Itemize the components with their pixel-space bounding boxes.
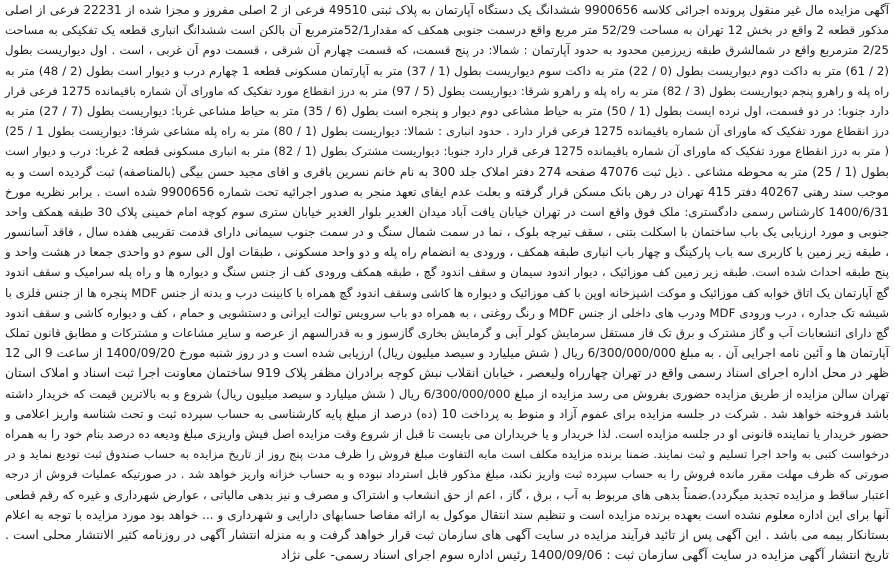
notice-line: درخواست کتبی به واحد اجرا تسلیم و ثبت نمایند. ضمنا برنده مزایده مکلف است مابه التفاوت مبلغ فروش را ظرف مدت پنج روز از تاریخ مزایده به حساب صندوق ثبت تودیع نماید و در bbox=[5, 447, 889, 462]
notice-line: ظهر در محل اداره اجرای اسناد رسمی واقع در تهران چهارراه ولیعصر ، خیابان انقلاب نبش کوچه برادران مظفر پلاک 919 ساختمان معاونت اجرا ثبت اسناد و املاک استان bbox=[5, 365, 889, 381]
notice-line: دارد جنوبا: در دو قسمت، اول نرده ایست بطول (1 / 50) متر به حیاط مشاعی دوم دیوار و پنجره است بطول (6 / 35) متر به حیاط مشاعی غربا: دیواریست بطول (7 / 27) متر به bbox=[5, 103, 889, 118]
notice-line: آنها برای این اداره معلوم نشده است بعهده برنده مزایده است و تنظیم سند انتقال موکول به ارائه مفاصا حسابهای دارایی و شهرداری و ... خواهد بود مورد مزایده با توجه به اعلام bbox=[5, 507, 889, 522]
notice-line: آپارتمان ها و آئین نامه اجرایی آن . به مبلغ 6/300/000/000 ریال ( شش میلیارد و سیصد میلیون ریال) ارزیابی شده است و در روز شنبه مورخ 1400/09/20 از ساعت 9 الی 12 bbox=[5, 346, 890, 361]
notice-line: شیشه تک جداره ، درب ورودی MDF ودرب های داخلی از جنس MDF و رنگ روغنی ، به همراه دو باب سرویس توالت ایرانی و دستشویی و حمام ، کف و دیواره کاشی و سقف اندود bbox=[5, 305, 890, 320]
notice-line: گچ آپارتمان یک اتاق خوابه کف موزائیک و موکت اشپزخانه اوپن با کف موزائیک و دیواره ها کاشی وسقف اندود گچ همراه با کابینت درب و بدنه از جنس MDF پنجره ها از جنس فلزی با bbox=[5, 285, 889, 300]
notice-line: درز انقطاع مورد تفکیک که ماورای آن شماره باقیمانده 1275 فرعی قرار دارد . حدود انباری : شمالا: دیواریست بطول (1 / 80) متر به راه پله مشاعی شرقا: دیواریست بطول 1 / 25) bbox=[5, 124, 890, 139]
notice-line: موجب سند رهنی 40267 دفتر 415 تهران در رهن بانک مسکن قرار گرفته و بعلت عدم ایفای تعهد منجر به صدور اجرائیه تحت شماره 9900656 شده است . برابر نظریه مورخ bbox=[5, 184, 890, 199]
notice-line: مذکور قطعه 2 واقع در بخش 12 تهران به مساحت 52/29 متر مربع واقع درسمت جنوبی همکف که مقدار52/1مترمربع آن بالکن است ششدانگ انباری قطعه یک تفکیکی به مساحت bbox=[5, 23, 890, 38]
notice-line: اعتبار ساقط و مزایده تجدید میگردد).ضمناً بدهی های مربوط به آب ، برق ، گاز ، اعم از حق انشعاب و اشتراک و مصرف و نیز بدهی مالیاتی ، عوارض شهرداری و غیره که رقم قطعی bbox=[5, 487, 889, 502]
notice-line: باشد فروخته خواهد شد . شرکت در جلسه مزایده برای عموم آزاد و منوط به پرداخت 10 (ده) درصد از مبلغ پایه کارشناسی به حساب سپرده ثبت و تحت شناسه واریز اعلامی و bbox=[5, 406, 889, 421]
notice-line: ( متر به درز انقطاع مورد تفکیک که ماورای آن شماره باقیمانده 1275 فرعی قرار دارد جنوبا: دیواریست مشترک بطول (1 / 82) متر به انباری مسکونی قطعه 2 غربا: درب و دیوار است bbox=[5, 144, 889, 159]
notice-line: 1400/6/31 کارشناس رسمی دادگستری: ملک فوق واقع است در تهران خیابان یافت آباد میدان الغدیر بلوار الغدیر خیابان ستری سوم کوچه امام خمینی پلاک 30 طبقه همکف واحد bbox=[5, 204, 890, 219]
notice-line: راه پله و راهرو پنجم دیواریست بطول (3 / 82) متر به راه پله و راهرو شرقا: دیواریست بطول (5 / 97) متر به درز انقطاع مورد تفکیک که ماورای آن شماره باقیمانده 1275 فرعی قرار bbox=[5, 83, 890, 98]
notice-line: بستانکار بیمه می باشد . این آگهی پس از تائید فرآیند مزایده در سایت آگهی های سازمان ثبت قرار خواهد گرفت و به منزله انتشار آگهی در روزنامه کثیر الانتشار محلی است . bbox=[5, 527, 889, 542]
notice-line: گچ دارای انشعابات آب و گاز مشترک و برق تک فاز مستقل سرمایش کولر آبی و گرمایش بخاری گازسوز و به قدرالسهم از عرصه و سایر مشاعات و مشترکات و مطابق قانون تملک bbox=[5, 326, 889, 340]
notice-line: حضور خریدار یا نماینده قانونی او در جلسه مزایده است. لذا خریدار و یا خریداران می بایست تا قبل از شروع وقت مزایده اصل فیش واریزی مبلغ ودیعه ده درصد بنام خود را به همراه bbox=[5, 426, 889, 441]
notice-line: پنج طبقه احداث شده است. طبقه زیر زمین کف موزائیک ، دیوار اندود سیمان و سقف اندود گچ ، طبقه همکف ورودی کف از جنس سنگ و دیواره ها و راه پله سرامیک و سقف اندود bbox=[5, 265, 889, 280]
notice-line: صورتی که ظرف مهلت مقرر مانده فروش را به حساب سپرده ثبت واریز نکند، مبلغ مذکور قابل استرداد نبوده و به حساب خزانه واریز خواهد شد . در صورتیکه عملیات فروش از درجه bbox=[5, 467, 889, 482]
notice-line: ، طبقه زیر زمین با کاربری سه باب پارکینگ و چهار باب انباری طبقه همکف ، ورودی به انضمام راه پله و دو واحد مسکونی ، طبقات اول الی سوم دو واحدی جمعا در هشت واحد و bbox=[5, 245, 889, 260]
notice-line: تهران سالن مزایده از طریق مزایده حضوری بفروش می رسد مزایده از مبلغ 6/300/000/000 ریال ( شش میلیارد و سیصد میلیون ریال) شروع و به بالاترین قیمت که خریدار داشته bbox=[5, 386, 890, 401]
notice-footer-line: تاریخ انتشار آگهی مزایده در سایت آگهی سازمان ثبت : 1400/09/06 رئیس اداره سوم اجرای اسناد رسمی- علی نژاد bbox=[281, 547, 889, 563]
auction-notice bbox=[5, 0, 889, 565]
notice-line: جنوبی و مورد ارزیابی یک باب ساختمان با اسکلت بتنی ، سقف تیرچه بلوک ، نما در سمت شمال سنگ و در سمت جنوب سیمانی دارای قدمت تقریبی هفده سال ، فاقد آسانسور bbox=[5, 225, 889, 240]
notice-line: آگهی مزایده مال غیر منقول پرونده اجرائی کلاسه 9900656 ششدانگ یک دستگاه آپارتمان به پلاک ثبتی 49510 فرعی از 2 اصلی مفروز و مجزا شده از 22231 فرعی از اصلی bbox=[5, 3, 889, 17]
notice-line: 2/25 مترمربع واقع در شمالشرق طبقه زیرزمین محدود به حدود آپارتمان : شمالا: در پنج قسمت، که قسمت چهارم آن شرقی ، قسمت دوم آن غربی ، است . اول دیواریست بطول bbox=[5, 43, 889, 58]
notice-line: بطول (1 / 25) متر به محوطه مشاعی . ذیل ثبت 47076 صفحه 274 دفتر املاک جلد 300 به نام خانم نسرین باقری و اقای مجید حسن بیگی (بالمناصفه) ثبت گردیده است و به bbox=[5, 164, 890, 179]
notice-line: (2 / 61) متر به داکت دوم دیواریست بطول (0 / 22) متر به داکت سوم دیواریست بطول (1 / 37) متر به آپارتمان مسکونی قطعه 1 چهارم درب و دیوار است بطول (2 / 48) متر به bbox=[5, 63, 889, 78]
